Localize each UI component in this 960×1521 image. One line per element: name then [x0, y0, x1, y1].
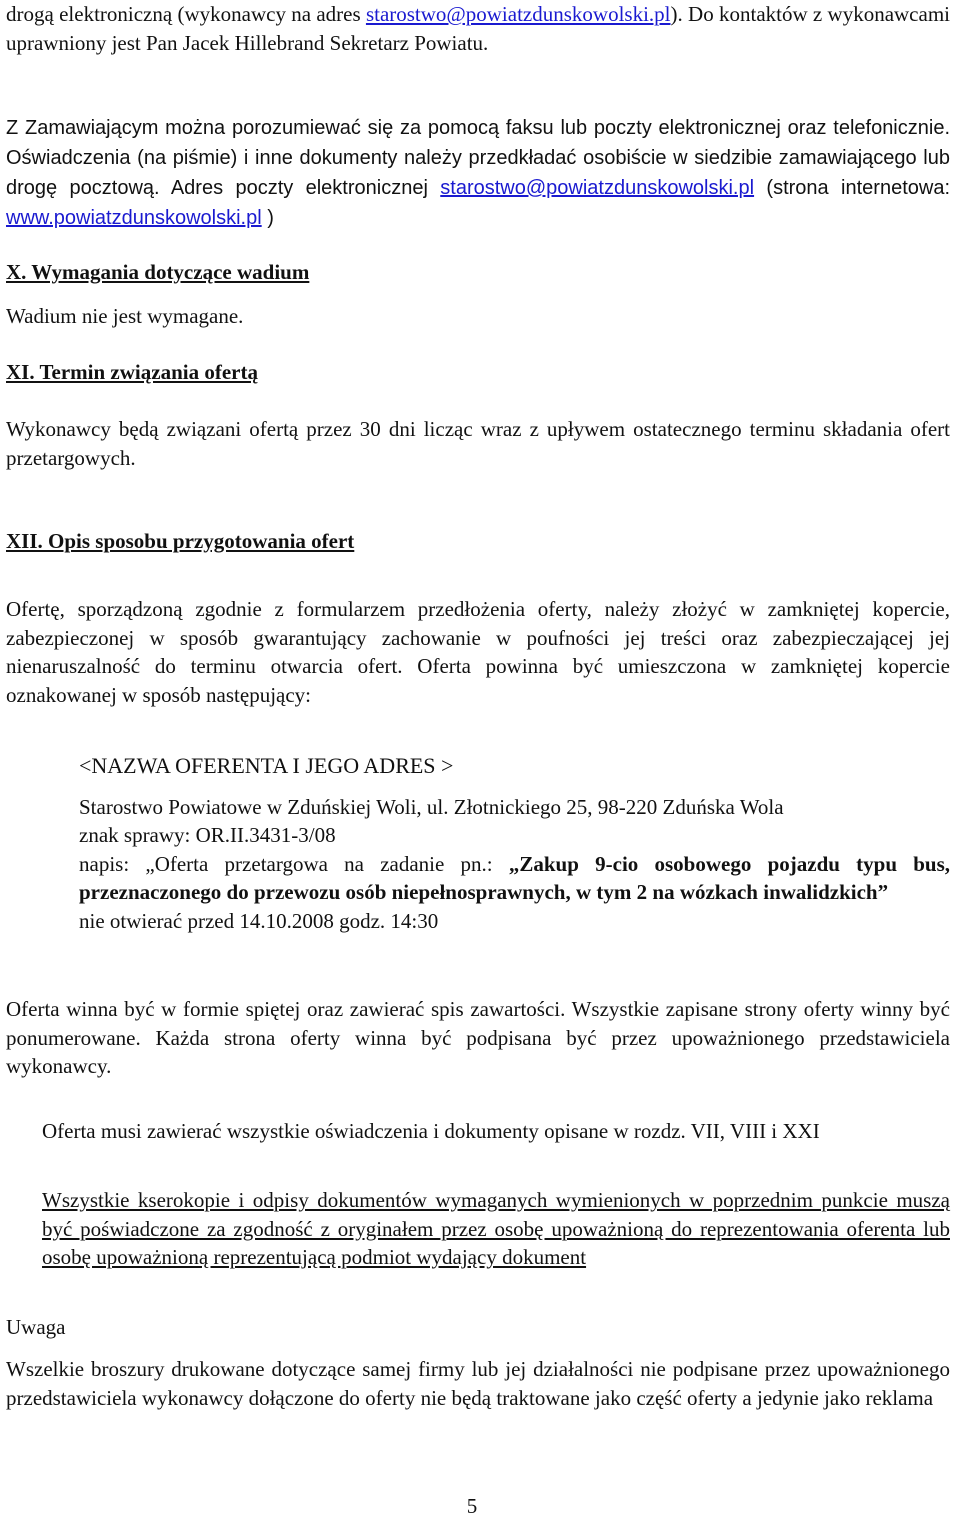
copies-certification-paragraph: Wszystkie kserokopie i odpisy dokumentów wymaganych wymienionych w poprzednim punkcie muszą być poświadczone za zgodność z oryginałem przez osobę upoważnioną do reprezentowania oferenta lub osobę upoważnioną reprezentującą podmiot wydający dokument	[42, 1188, 950, 1269]
section-x-text: Wadium nie jest wymagane.	[6, 304, 244, 328]
section-xii-text: Ofertę, sporządzoną zgodnie z formularzem przedłożenia oferty, należy złożyć w zamkniętej kopercie, zabezpieczonej w sposób gwarantujący zachowanie w poufności jej treści oraz zabezpieczającej jej nienaruszalność do terminu otwarcia ofert. Oferta powinna być umieszczona w zamkniętej kopercie oznakowanej w sposób następujący:	[6, 597, 950, 707]
website-close: )	[261, 207, 274, 229]
website-label: (strona internetowa:	[754, 177, 950, 199]
note-label: Uwaga	[6, 1315, 66, 1339]
brochures-paragraph: Wszelkie broszury drukowane dotyczące samej firmy lub jej działalności nie podpisane przez upoważnionego przedstawiciela wykonawcy dołączone do oferty nie będą traktowane jako część oferty a jedynie jako reklama	[6, 1357, 950, 1410]
communication-text: Z Zamawiającym można porozumiewać się za pomocą faksu lub poczty elektronicznej oraz telefonicznie. Oświadczenia (na piśmie) i inne dokumenty należy przedkładać osobiście w siedzibie zamawiającego lub drogę pocztową. Adres poczty elektronicznej	[6, 117, 950, 199]
section-xi-text: Wykonawcy będą związani ofertą przez 30 dni licząc wraz z upływem ostatecznego terminu składania ofert przetargowych.	[6, 417, 950, 470]
page-number: 5	[466, 1494, 478, 1518]
contact-paragraph	[6, 0, 950, 57]
offer-contents-paragraph: Oferta musi zawierać wszystkie oświadczenia i dokumenty opisane w rozdz. VII, VIII i XXI	[42, 1119, 820, 1143]
envelope-subject	[79, 850, 950, 907]
section-xi-heading: XI. Termin związania ofertą	[6, 360, 258, 384]
envelope-subject-label: napis: „Oferta przetargowa na zadanie pn.:	[79, 851, 509, 876]
section-xii-heading: XII. Opis sposobu przygotowania ofert	[6, 529, 355, 553]
communication-paragraph	[6, 113, 950, 233]
email-link-2[interactable]: starostwo@powiatzdunskowolski.pl	[440, 177, 755, 199]
envelope-offeror-line: <NAZWA OFERENTA I JEGO ADRES >	[79, 753, 454, 778]
website-link[interactable]: www.powiatzdunskowolski.pl	[6, 207, 262, 229]
envelope-do-not-open: nie otwierać przed 14.10.2008 godz. 14:30	[79, 908, 439, 933]
offer-form-paragraph: Oferta winna być w formie spiętej oraz zawierać spis zawartości. Wszystkie zapisane strony oferty winny być ponumerowane. Każda strona oferty winna być podpisana być przez upoważnionego przedstawiciela wykonawcy.	[6, 997, 950, 1078]
envelope-subject-title: „Zakup 9-cio osobowego pojazdu typu bus, przeznaczonego do przewozu osób niepełnosprawnych, w tym 2 na wózkach inwalidzkich”	[79, 851, 951, 904]
envelope-label	[79, 752, 950, 935]
envelope-address-line: Starostwo Powiatowe w Zduńskiej Woli, ul. Złotnickiego 25, 98-220 Zduńska Wola	[79, 794, 784, 819]
envelope-case-number: znak sprawy: OR.II.3431-3/08	[79, 823, 336, 847]
contact-text-end: ). Do kontaktów z wykonawcami uprawniony jest Pan Jacek Hillebrand Sekretarz Powiatu.	[6, 2, 950, 55]
contact-text-start: drogą elektroniczną (wykonawcy na adres	[6, 2, 366, 26]
section-x-heading: X. Wymagania dotyczące wadium	[6, 260, 310, 284]
email-link[interactable]: starostwo@powiatzdunskowolski.pl	[365, 2, 671, 26]
